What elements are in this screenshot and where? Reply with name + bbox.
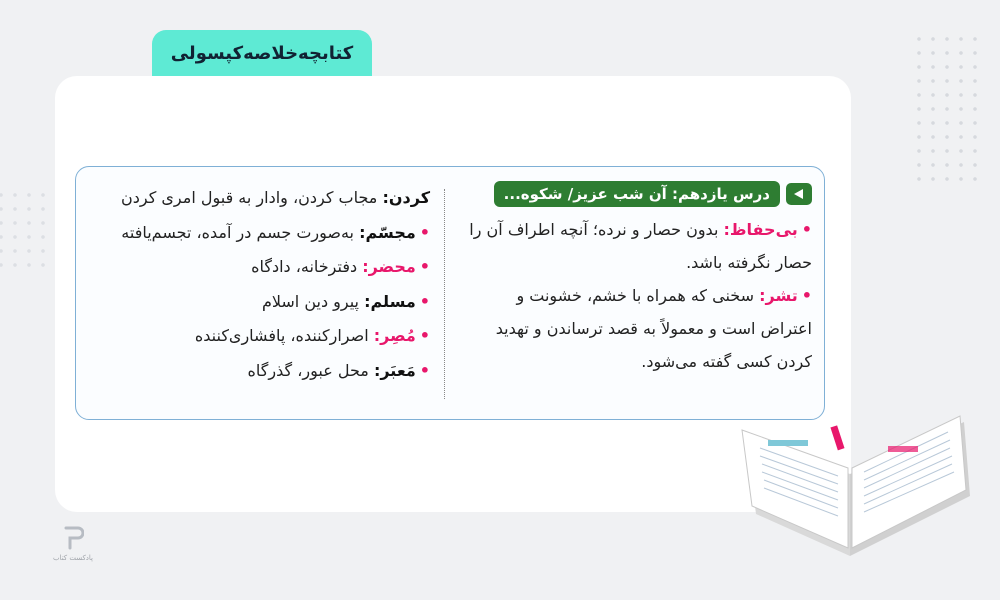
vocab-term: مُصِر:: [373, 326, 416, 345]
lesson-title: درس یازدهم: آن شب عزیز/ شکوه...: [494, 181, 780, 207]
bullet: •: [419, 257, 430, 276]
vocab-term: مَعبَر:: [373, 360, 416, 380]
bullet: •: [801, 220, 812, 239]
logo-text: پادکست کتاب: [52, 554, 94, 562]
definition-text: بدون حصار و نرده؛ آنچه اطراف آن را حصار نگرفته باشد.: [469, 220, 812, 272]
vocab-row: [86, 250, 430, 285]
vocab-row: [86, 354, 430, 389]
bullet: •: [419, 360, 430, 380]
summary-box: [75, 166, 825, 420]
definition-term: بی‌حفاظ:: [723, 220, 798, 239]
bullet: •: [801, 286, 812, 305]
definition-entry: [464, 213, 812, 279]
brand-logo-icon: [62, 524, 84, 552]
vocab-row: [86, 181, 430, 216]
header-tag: کتابچه‌خلاصه‌کپسولی: [152, 30, 372, 76]
bullet: •: [419, 222, 430, 242]
dot-pattern-decoration: [912, 32, 982, 182]
vocab-text: محل عبور، گذرگاه: [247, 360, 374, 380]
bullet: •: [419, 326, 430, 345]
vocab-text: به‌صورت جسم در آمده، تجسم‌یافته: [121, 222, 360, 242]
vocab-row: [86, 319, 430, 354]
vocab-term: محضر:: [362, 257, 416, 276]
vocab-term: مجسّم:: [359, 222, 416, 242]
vocab-column: [86, 181, 430, 388]
column-divider: [444, 189, 445, 399]
vocab-text: پیرو دین اسلام: [261, 291, 365, 311]
brand-logo: [46, 524, 100, 574]
bullet: •: [419, 291, 430, 311]
vocab-term: کردن:: [382, 188, 430, 207]
vocab-row: [86, 216, 430, 251]
lesson-header: [464, 181, 812, 207]
play-icon: [786, 183, 812, 205]
definition-text: سخنی که همراه با خشم، خشونت و اعتراض است و معمولاً به قصد ترساندن و تهدید کردن کسی گفته می‌شود.: [495, 286, 812, 371]
vocab-term: مسلم:: [364, 291, 416, 311]
vocab-text: مجاب کردن، وادار به قبول امری کردن: [120, 188, 383, 207]
open-book-icon: [738, 388, 978, 558]
definition-term: تشر:: [759, 286, 798, 305]
vocab-text: اصرارکننده، پافشاری‌کننده: [194, 326, 374, 345]
vocab-row: [86, 285, 430, 320]
vocab-text: دفترخانه، دادگاه: [251, 257, 363, 276]
definition-entry: [464, 279, 812, 378]
lesson-column: [464, 181, 812, 378]
